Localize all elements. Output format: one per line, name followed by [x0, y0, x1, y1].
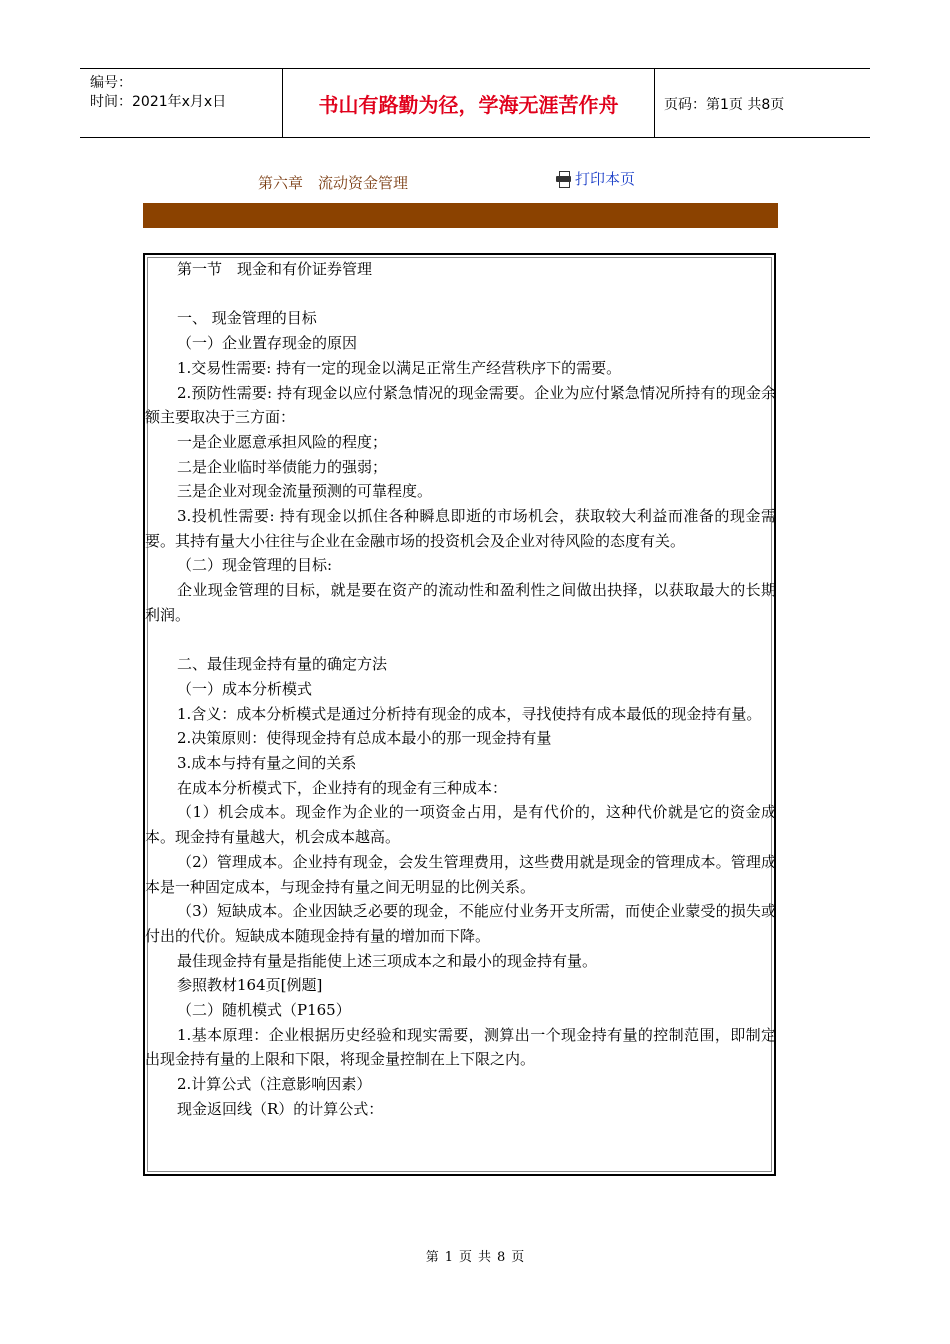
- paragraph: （一）企业置存现金的原因: [177, 334, 358, 353]
- page-footer: 第 1 页 共 8 页: [425, 1250, 525, 1265]
- paragraph: （二）现金管理的目标:: [177, 556, 333, 575]
- print-label: 打印本页: [575, 170, 636, 188]
- paragraph: 企业现金管理的目标，就是要在资产的流动性和盈利性之间做出抉择，以获取最大的长期利润。: [145, 581, 776, 624]
- paragraph: （一）成本分析模式: [177, 679, 313, 698]
- paragraph: （1）机会成本。现金作为企业的一项资金占用，是有代价的，这种代价就是它的资金成本。现金持有量越大，机会成本越高。: [145, 803, 776, 847]
- paragraph: 1.含义：成本分析模式是通过分析持有现金的成本，寻找使持有成本最低的现金持有量。: [177, 704, 762, 723]
- paragraph: 二、最佳现金持有量的确定方法: [177, 655, 388, 674]
- paragraph: 一、 现金管理的目标: [177, 309, 317, 328]
- paragraph: （2）管理成本。企业持有现金，会发生管理费用，这些费用就是现金的管理成本。管理成本是一种固定成本，与现金持有量之间无明显的比例关系。: [145, 852, 776, 896]
- footer-current-page: 1: [444, 1250, 453, 1265]
- content-box: [143, 253, 776, 1176]
- paragraph: 参照教材164页[例题]: [177, 976, 323, 995]
- chapter-title: 第六章 流动资金管理: [258, 174, 409, 192]
- paragraph: 1.基本原理：企业根据历史经验和现实需要，测算出一个现金持有量的控制范围，即制定出现金持有量的上限和下限，将现金量控制在上下限之内。: [145, 1025, 776, 1069]
- paragraph: 第一节 现金和有价证券管理: [177, 260, 373, 278]
- paragraph: 1.交易性需要: 持有一定的现金以满足正常生产经营秩序下的需要。: [177, 358, 622, 377]
- paragraph: 在成本分析模式下，企业持有的现金有三种成本：: [177, 778, 508, 797]
- paragraph: 最佳现金持有量是指能使上述三项成本之和最小的现金持有量。: [177, 951, 598, 970]
- date-label: 时间：2021年x月x日: [90, 94, 227, 110]
- paragraph: 3.投机性需要: 持有现金以抓住各种瞬息即逝的市场机会，获取较大利益而准备的现金需要。其持有量大小往往与企业在金融市场的投资机会及企业对待风险的态度有关。: [145, 507, 776, 550]
- paragraph: 3.成本与持有量之间的关系: [177, 754, 357, 773]
- page-info: 页码：第1页 共8页: [664, 97, 785, 113]
- paragraph: 2.决策原则：使得现金持有总成本最小的那一现金持有量: [177, 729, 552, 748]
- header-table: [80, 68, 870, 138]
- paragraph: 现金返回线（R）的计算公式：: [177, 1099, 384, 1118]
- paragraph: 一是企业愿意承担风险的程度；: [177, 432, 388, 451]
- printer-icon: [555, 171, 573, 187]
- content-text: [145, 257, 776, 1122]
- paragraph: 二是企业临时举债能力的强弱；: [177, 457, 388, 476]
- paragraph: （3）短缺成本。企业因缺乏必要的现金，不能应付业务开支所需，而使企业蒙受的损失或付出的代价。短缺成本随现金持有量的增加而下降。: [145, 902, 776, 945]
- paragraph: 三是企业对现金流量预测的可靠程度。: [177, 482, 433, 501]
- print-link[interactable]: [555, 168, 635, 189]
- motto: 书山有路勤为径，学海无涯苦作舟: [283, 69, 655, 137]
- paragraph: 2.预防性需要: 持有现金以应付紧急情况的现金需要。企业为应付紧急情况所持有的现金余额主要取决于三方面：: [145, 383, 776, 427]
- header-meta-cell: [80, 69, 283, 137]
- number-label: 编号：: [90, 75, 132, 91]
- paragraph: （二）随机模式（P165）: [177, 1001, 351, 1020]
- paragraph: [145, 282, 776, 307]
- paragraph: 2.计算公式（注意影响因素）: [177, 1075, 372, 1094]
- paragraph: [145, 628, 776, 653]
- footer-total-pages: 8: [497, 1250, 506, 1265]
- section-band: [143, 203, 778, 228]
